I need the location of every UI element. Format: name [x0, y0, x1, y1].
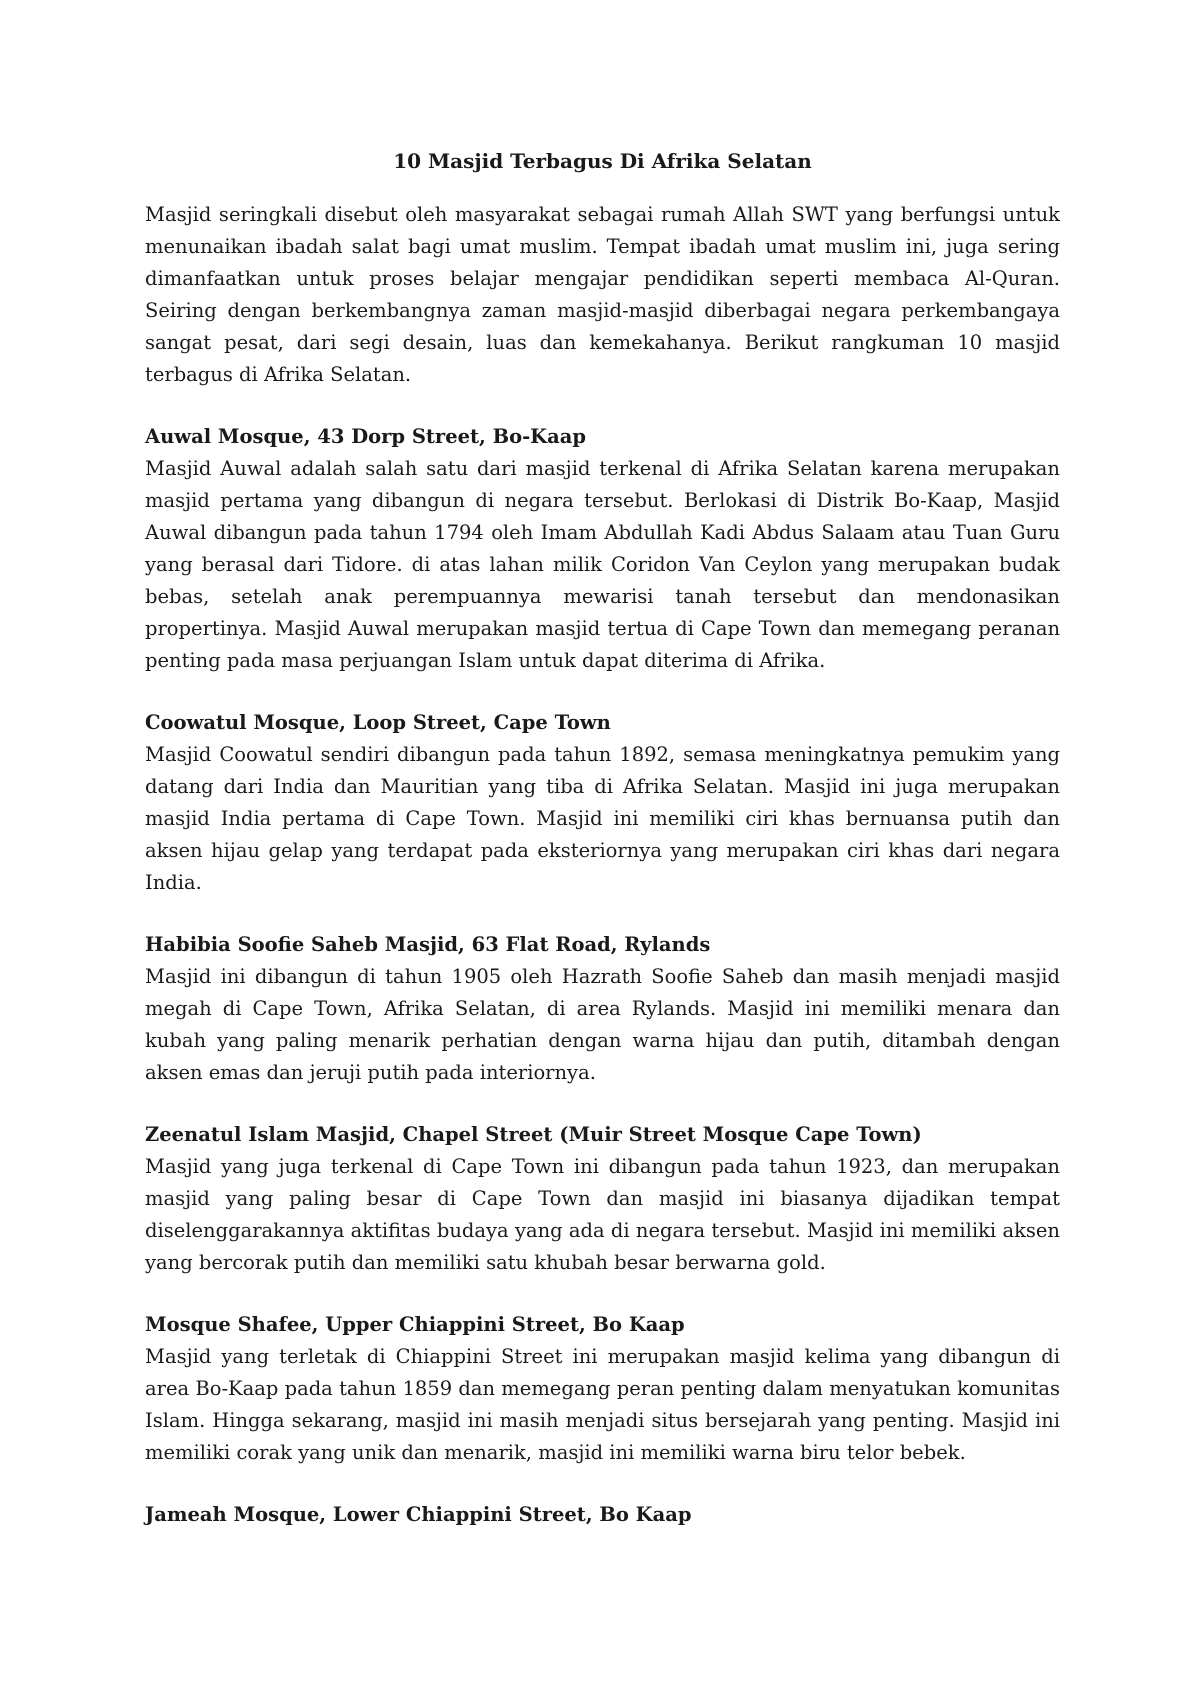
section-coowatul-mosque: [145, 707, 1060, 899]
section-heading: Jameah Mosque, Lower Chiappini Street, Bo Kaap: [145, 1503, 692, 1526]
section-habibia-soofie-saheb-masjid: [145, 929, 1060, 1089]
section-heading: Auwal Mosque, 43 Dorp Street, Bo-Kaap: [145, 425, 587, 448]
section-heading: Zeenatul Islam Masjid, Chapel Street (Muir Street Mosque Cape Town): [145, 1123, 922, 1146]
section-auwal-mosque: [145, 421, 1060, 677]
section-jameah-mosque: [145, 1499, 1060, 1531]
section-mosque-shafee: [145, 1309, 1060, 1469]
section-body: Masjid yang terletak di Chiappini Street ini merupakan masjid kelima yang dibangun di area Bo-Kaap pada tahun 1859 dan memegang peran penting dalam menyatukan komunitas Islam. Hingga sekarang, masjid ini masih menjadi situs bersejarah yang penting. Masjid ini memiliki corak yang unik dan menarik, masjid ini memiliki warna biru telor bebek.: [145, 1345, 1060, 1464]
section-heading: Habibia Soofie Saheb Masjid, 63 Flat Road, Rylands: [145, 933, 711, 956]
section-zeenatul-islam-masjid: [145, 1119, 1060, 1279]
intro-paragraph: Masjid seringkali disebut oleh masyarakat sebagai rumah Allah SWT yang berfungsi untuk menunaikan ibadah salat bagi umat muslim. Tempat ibadah umat muslim ini, juga sering dimanfaatkan untuk proses belajar mengajar pendidikan seperti membaca Al-Quran. Seiring dengan berkembangnya zaman masjid-masjid diberbagai negara perkembangaya sangat pesat, dari segi desain, luas dan kemekahanya. Berikut rangkuman 10 masjid terbagus di Afrika Selatan.: [145, 203, 1060, 386]
section-body: Masjid Auwal adalah salah satu dari masjid terkenal di Afrika Selatan karena merupakan masjid pertama yang dibangun di negara tersebut. Berlokasi di Distrik Bo-Kaap, Masjid Auwal dibangun pada tahun 1794 oleh Imam Abdullah Kadi Abdus Salaam atau Tuan Guru yang berasal dari Tidore. di atas lahan milik Coridon Van Ceylon yang merupakan budak bebas, setelah anak perempuannya mewarisi tanah tersebut dan mendonasikan propertinya. Masjid Auwal merupakan masjid tertua di Cape Town dan memegang peranan penting pada masa perjuangan Islam untuk dapat diterima di Afrika.: [145, 457, 1060, 672]
section-heading: Mosque Shafee, Upper Chiappini Street, Bo Kaap: [145, 1313, 685, 1336]
section-body: Masjid yang juga terkenal di Cape Town ini dibangun pada tahun 1923, dan merupakan masjid yang paling besar di Cape Town dan masjid ini biasanya dijadikan tempat diselenggarakannya aktifitas budaya yang ada di negara tersebut. Masjid ini memiliki aksen yang bercorak putih dan memiliki satu khubah besar berwarna gold.: [145, 1155, 1060, 1274]
document-page: [145, 145, 1060, 1531]
document-title: 10 Masjid Terbagus Di Afrika Selatan: [393, 149, 812, 173]
section-heading: Coowatul Mosque, Loop Street, Cape Town: [145, 711, 611, 734]
section-body: Masjid ini dibangun di tahun 1905 oleh Hazrath Soofie Saheb dan masih menjadi masjid megah di Cape Town, Afrika Selatan, di area Rylands. Masjid ini memiliki menara dan kubah yang paling menarik perhatian dengan warna hijau dan putih, ditambah dengan aksen emas dan jeruji putih pada interiornya.: [145, 965, 1060, 1084]
section-body: Masjid Coowatul sendiri dibangun pada tahun 1892, semasa meningkatnya pemukim yang datang dari India dan Mauritian yang tiba di Afrika Selatan. Masjid ini juga merupakan masjid India pertama di Cape Town. Masjid ini memiliki ciri khas bernuansa putih dan aksen hijau gelap yang terdapat pada eksteriornya yang merupakan ciri khas dari negara India.: [145, 743, 1060, 894]
